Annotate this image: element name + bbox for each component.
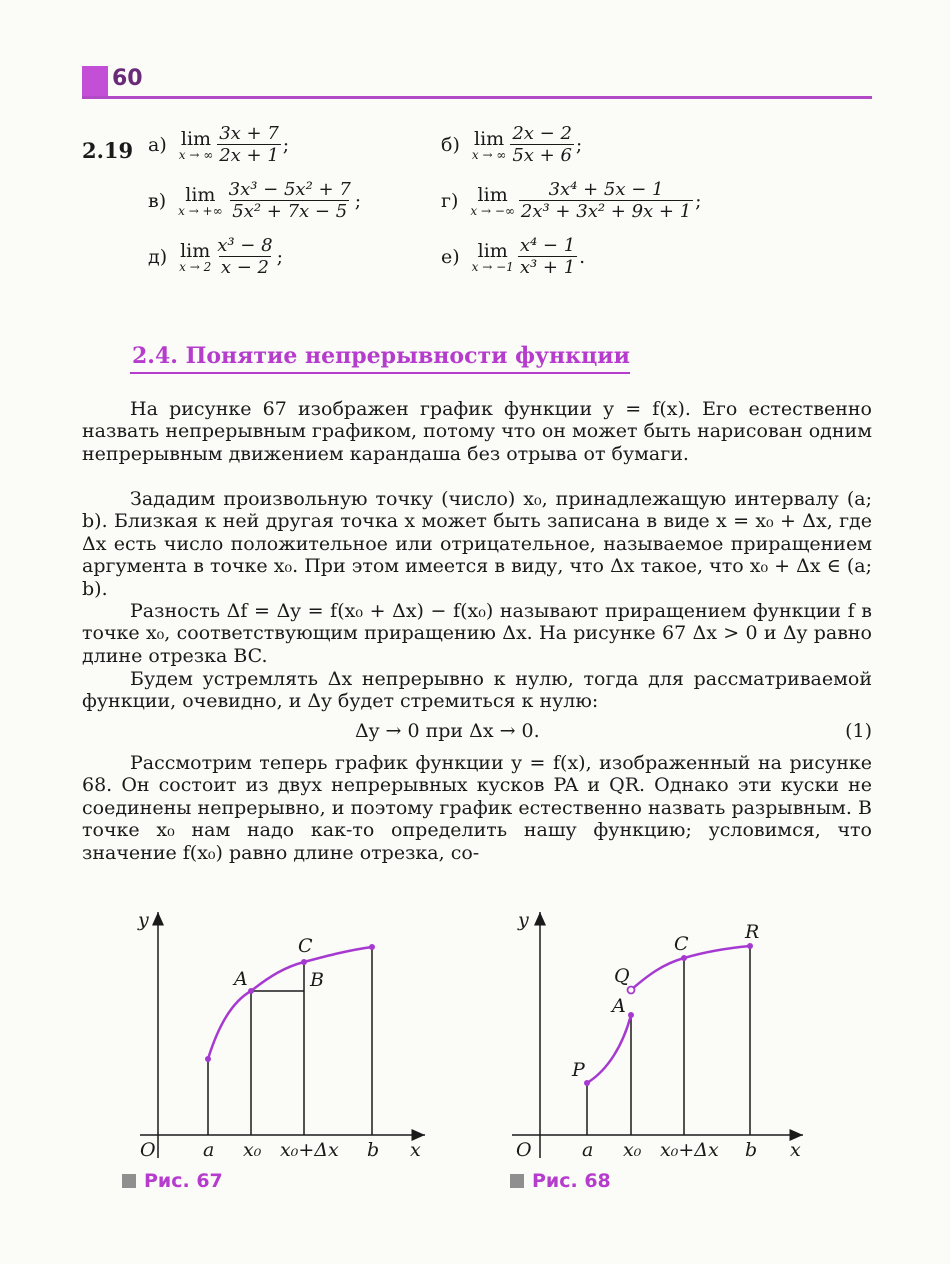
page-number-marker: [82, 66, 108, 96]
figure-67-graph: [120, 900, 440, 1170]
exercise-item-d: д) lim x → 2 $\frac{\text{x³ − 8}}{x - 2}$ ;: [148, 235, 283, 278]
y-axis-label: y: [518, 909, 529, 931]
label-Q: Q: [614, 965, 630, 987]
equation-text: Δy → 0 при Δx → 0.: [355, 720, 540, 742]
point-C: [301, 959, 307, 965]
section-title: 2.4. Понятие непрерывности функции: [132, 343, 630, 369]
point-start: [205, 1056, 211, 1062]
item-label: б): [441, 134, 460, 156]
point-A: [628, 1012, 634, 1018]
page-number: 60: [112, 66, 143, 91]
exercise-number: 2.19: [82, 138, 134, 163]
limit-operator: lim x → 2: [179, 240, 212, 274]
label-B: B: [310, 969, 324, 991]
header-rule: [82, 96, 872, 99]
point-C: [681, 955, 687, 961]
fraction: $\frac{3x + 7}{2x + 1}$: [219, 123, 279, 166]
origin-label: O: [516, 1139, 532, 1161]
tick-label-b: b: [745, 1139, 758, 1161]
label-C: C: [674, 933, 689, 955]
label-A: A: [612, 995, 626, 1017]
label-P: P: [572, 1059, 585, 1081]
tick-label-b: b: [367, 1139, 380, 1161]
curve-piece-PA: [587, 1015, 631, 1083]
y-axis-label: y: [138, 909, 149, 931]
point-Q-open: [628, 987, 635, 994]
figure-68-caption: Рис. 68: [510, 1170, 611, 1192]
limit-operator: lim x → −∞: [470, 184, 515, 218]
point-P: [584, 1080, 590, 1086]
tick-label-x0-dx: x₀+Δx: [660, 1139, 719, 1161]
tick-label-x0: x₀: [243, 1139, 262, 1161]
section-underline: [130, 372, 630, 374]
origin-label: O: [140, 1139, 156, 1161]
fraction: $\frac{\text{3x⁴ + 5x − 1}}{\text{2x³ + 3x² + 9x + 1}}$: [520, 179, 692, 222]
item-label: д): [148, 246, 168, 268]
fraction: $\frac{\text{3x³ − 5x² + 7}}{\text{5x² + 7x − 5}}$: [228, 179, 351, 222]
tick-label-x0: x₀: [623, 1139, 642, 1161]
tick-label-a: a: [582, 1139, 594, 1161]
paragraph: Разность Δf = Δy = f(x₀ + Δx) − f(x₀) называют приращением функции f в точке x₀, соответствующим приращению Δx. На рисунке 67 Δx > 0 и Δy равно длине отрезка BC.: [82, 600, 872, 667]
curve-piece-QR: [631, 946, 750, 990]
exercise-item-g: г) lim x → −∞ $\frac{\text{3x⁴ + 5x − 1}}{\text{2x³ + 3x² + 9x + 1}}$ ;: [441, 179, 702, 222]
exercise-item-v: в) lim x → +∞ $\frac{\text{3x³ − 5x² + 7}}{\text{5x² + 7x − 5}}$ ;: [148, 179, 362, 222]
point-R: [747, 943, 753, 949]
label-C: C: [298, 935, 313, 957]
paragraph: Будем устремлять Δx непрерывно к нулю, тогда для рассматриваемой функции, очевидно, и Δy будет стремиться к нулю:: [82, 668, 872, 713]
caption-marker: [122, 1174, 136, 1188]
limit-operator: lim x → +∞: [178, 184, 223, 218]
paragraph: На рисунке 67 изображен график функции y = f(x). Его естественно назвать непрерывным графиком, потому что он может быть нарисован одним непрерывным движением карандаша без отрыва от бумаги.: [82, 398, 872, 465]
fraction: $\frac{\text{x³ − 8}}{x - 2}$: [217, 235, 273, 278]
function-curve: [208, 947, 372, 1059]
x-axis-label: x: [410, 1139, 421, 1161]
point-end: [369, 944, 375, 950]
exercise-item-e: е) lim x → −1 $\frac{\text{x⁴ − 1}}{\text{x³ + 1}}$ .: [441, 235, 586, 278]
figure-68-graph: [498, 900, 818, 1170]
equation-number: (1): [845, 720, 872, 742]
fraction: $\frac{2x - 2}{5x + 6}$: [512, 123, 572, 166]
paragraph: Рассмотрим теперь график функции y = f(x), изображенный на рисунке 68. Он состоит из двух непрерывных кусков PA и QR. Однако эти куски не соединены непрерывно, и поэтому график естественно назвать разрывным. В точке x₀ нам надо как-то определить нашу функцию; условимся, что значение f(x₀) равно длине отрезка, со-: [82, 752, 872, 864]
item-label: а): [148, 134, 167, 156]
limit-operator: lim x → −1: [471, 240, 514, 274]
tick-label-a: a: [203, 1139, 215, 1161]
x-axis-label: x: [790, 1139, 801, 1161]
paragraph: Зададим произвольную точку (число) x₀, принадлежащую интервалу (a; b). Близкая к ней другая точка x может быть записана в виде x = x₀ + Δx, где Δx есть число положительное или отрицательное, называемое приращением аргумента в точке x₀. При этом имеется в виду, что Δx такое, что x₀ + Δx ∈ (a; b).: [82, 488, 872, 600]
limit-operator: lim x → ∞: [471, 128, 507, 162]
figure-67-caption: Рис. 67: [122, 1170, 223, 1192]
caption-marker: [510, 1174, 524, 1188]
limit-operator: lim x → ∞: [178, 128, 214, 162]
item-label: е): [441, 246, 460, 268]
item-label: г): [441, 190, 459, 212]
exercise-item-b: б) lim x → ∞ $\frac{2x - 2}{5x + 6}$ ;: [441, 123, 583, 166]
fraction: $\frac{\text{x⁴ − 1}}{\text{x³ + 1}}$: [519, 235, 576, 278]
label-R: R: [745, 921, 760, 943]
tick-label-x0-dx: x₀+Δx: [280, 1139, 339, 1161]
label-A: A: [234, 968, 248, 990]
item-label: в): [148, 190, 167, 212]
exercise-item-a: а) lim x → ∞ $\frac{3x + 7}{2x + 1}$ ;: [148, 123, 290, 166]
point-A: [248, 988, 254, 994]
